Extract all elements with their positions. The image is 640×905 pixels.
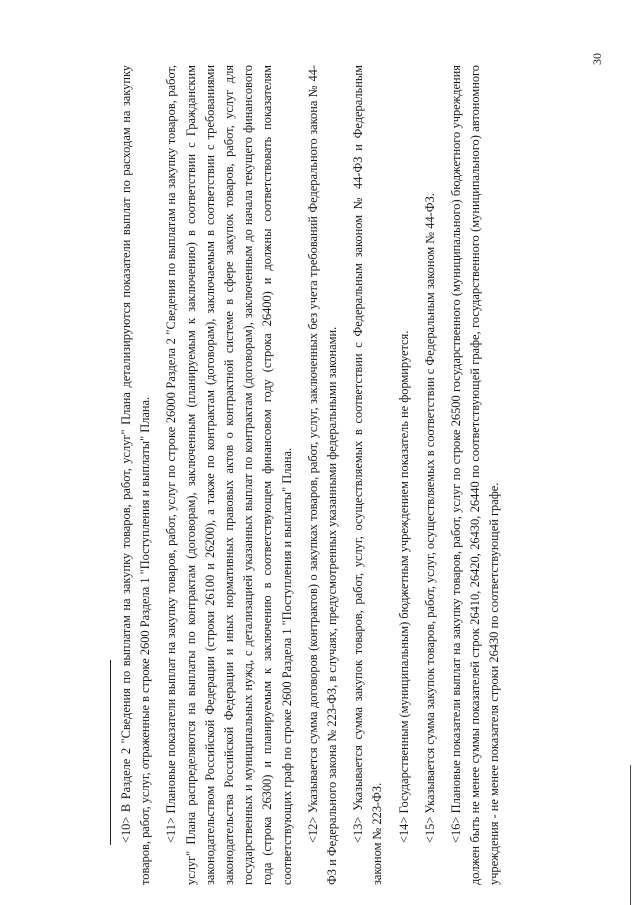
footnotes-block (110, 65, 512, 885)
footnote-14: <14> Государственным (муниципальным) бюджетным учреждением показатель не формируется. (396, 330, 411, 843)
footnote-separator (110, 660, 111, 845)
footnote-16: <16> Плановые показатели выплат на закупку товаров, работ, услуг по строке 26500 государственного (муниципального) бюджетного учреждения должен быть не менее суммы показателей строк 26410, 26420, 26430, 26440 по соответствующей графе, государственного (муниципального) автономного учреждения - не менее показателя строки 26430 по соответствующей графе. (449, 65, 502, 885)
page-edge-rule (630, 765, 631, 905)
footnote-12: <12> Указывается сумма договоров (контрактов) о закупках товаров, работ, услуг, заключенных без учета требований Федерального закона № 44-ФЗ и Федерального закона № 223-ФЗ, в случаях, предусмотренных указанными федеральными законами. (305, 65, 340, 885)
footnote-15: <15> Указывается сумма закупок товаров, работ, услуг, осуществляемых в соответствии с Федеральным законом № 44-ФЗ. (422, 193, 437, 843)
footnote-13: <13> Указывается сумма закупок товаров, работ, услуг, осуществляемых в соответствии с Федеральным законом № 44-ФЗ и Федеральным законом № 223-ФЗ. (351, 65, 385, 885)
page-number: 30 (590, 53, 604, 65)
footnote-11: <11> Плановые показатели выплат на закупку товаров, работ, услуг по строке 26000 Раздела 2 "Сведения по выплатам на закупку товаров, работ, услуг" Плана распределяются на выплаты по контрактам (договорам), заключенным (планируемым к заключению) в соответствии с Гражданским законодательством Российской Федерации (строки 26100 и 26200), а также по контрактам (договорам), заключаемым в соответствии с требованиями законодательства Российской Федерации и иных нормативных правовых актов о контрактной системе в сфере закупок товаров, работ, услуг для государственных и муниципальных нужд, с детализацией указанных выплат по контрактам (договорам), заключенным до начала текущего финансового года (строка 26300) и планируемым к заключению в соответствующем финансовом году (строка 26400) и должны соответствовать показателям соответствующих граф по строке 2600 Раздела 1 "Поступления и выплаты" Плана. (164, 65, 294, 885)
footnote-10: <10> В Разделе 2 "Сведения по выплатам на закупку товаров, работ, услуг" Плана детализируются показатели выплат по расходам на закупку товаров, работ, услуг, отраженные в строке 2600 Раздела 1 "Поступления и выплаты" Плана. (119, 65, 153, 885)
